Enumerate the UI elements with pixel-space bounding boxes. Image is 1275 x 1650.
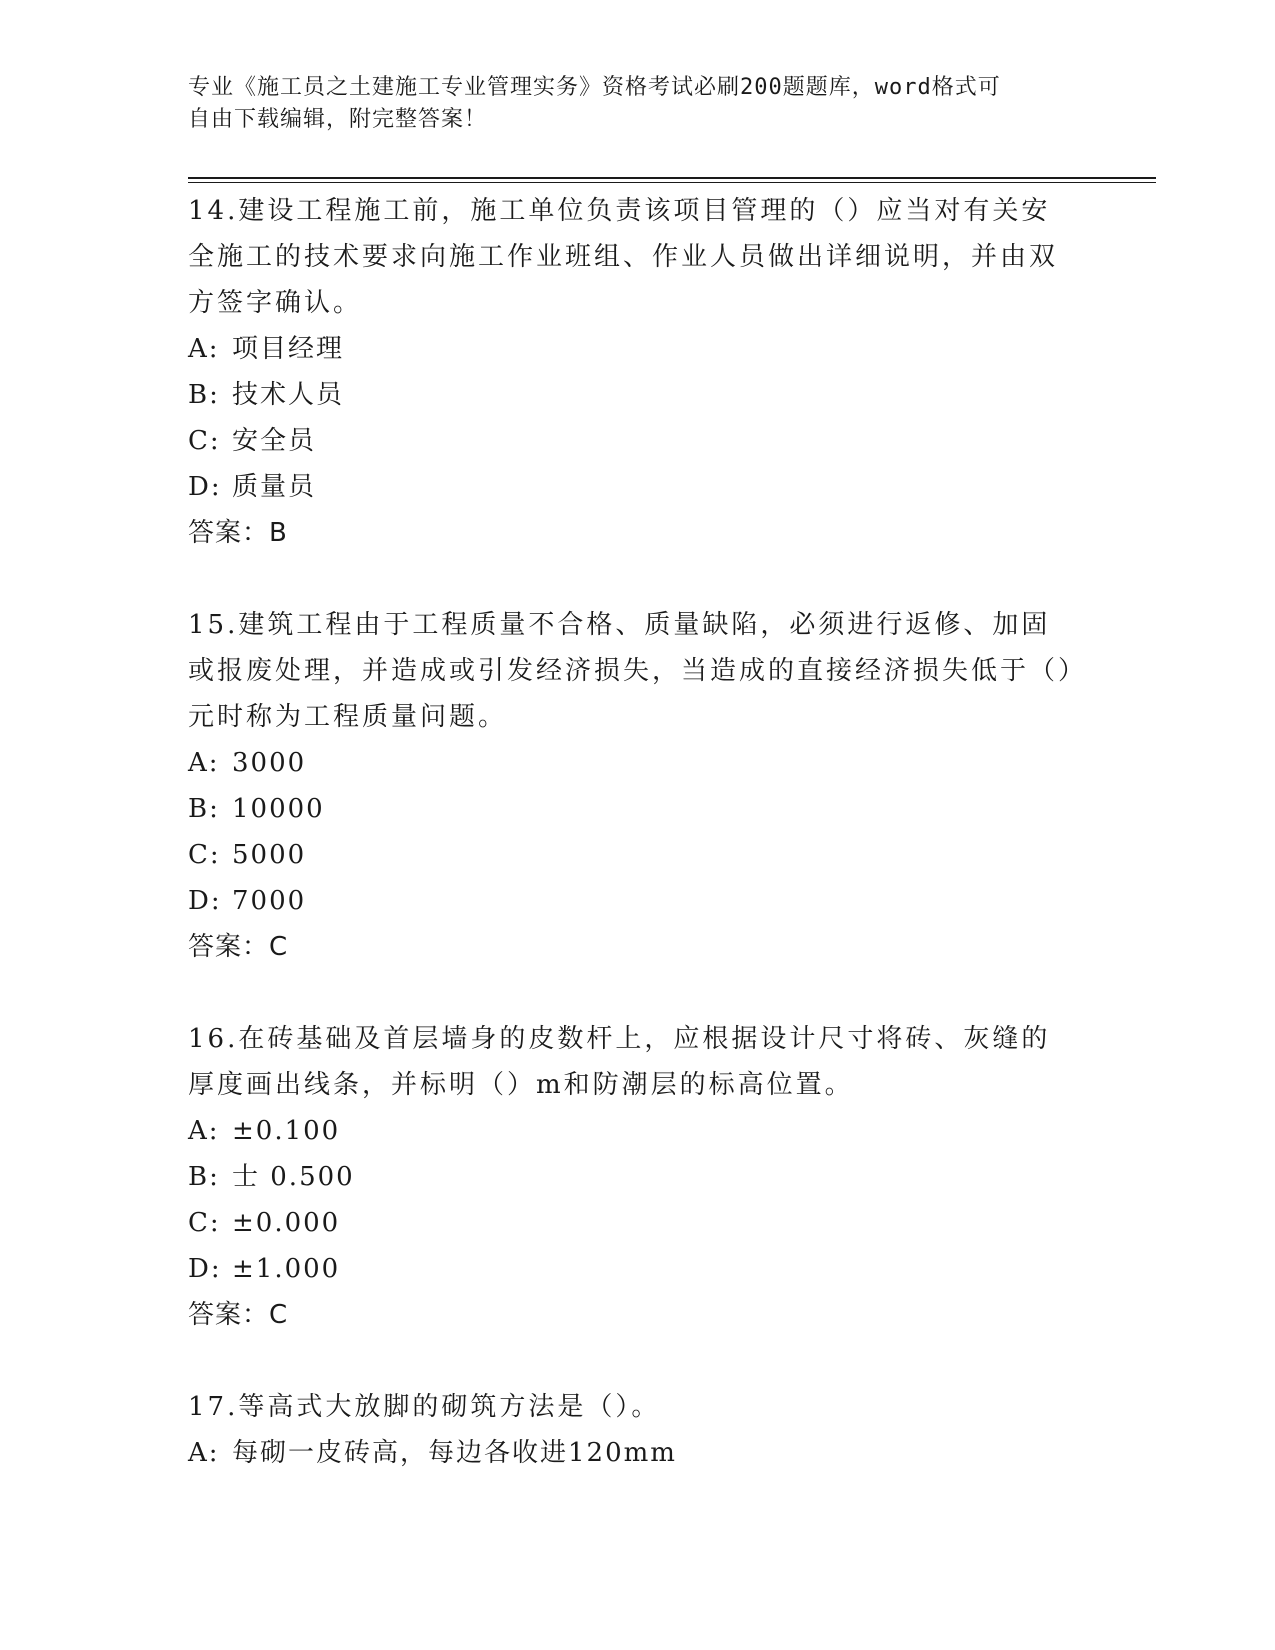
option-c xyxy=(188,832,1088,878)
option-text: 每砌一皮砖高，每边各收进120mm xyxy=(232,1438,677,1468)
option-label: B: xyxy=(188,1162,220,1192)
option-d xyxy=(188,878,1088,924)
option-label: D: xyxy=(188,472,222,502)
option-label: C: xyxy=(188,840,221,870)
answer: 答案：C xyxy=(188,1300,289,1330)
option-text: 7000 xyxy=(232,886,307,916)
question-stem: 16.在砖基础及首层墙身的皮数杆上，应根据设计尺寸将砖、灰缝的厚度画出线条，并标明（）m和防潮层的标高位置。 xyxy=(188,1024,1051,1100)
option-text: ±0.100 xyxy=(232,1116,341,1146)
option-b xyxy=(188,372,1088,418)
option-label: A: xyxy=(188,1438,220,1468)
question-14 xyxy=(188,188,1088,556)
option-c xyxy=(188,1200,1088,1246)
option-text: 质量员 xyxy=(232,472,317,502)
option-label: A: xyxy=(188,748,220,778)
option-b xyxy=(188,1154,1088,1200)
option-text: ±1.000 xyxy=(232,1254,341,1284)
question-stem: 15.建筑工程由于工程质量不合格、质量缺陷，必须进行返修、加固或报废处理，并造成或引发经济损失，当造成的直接经济损失低于（）元时称为工程质量问题。 xyxy=(188,610,1075,732)
option-d xyxy=(188,464,1088,510)
question-16 xyxy=(188,1016,1088,1338)
option-label: B: xyxy=(188,794,220,824)
option-label: A: xyxy=(188,1116,220,1146)
option-a xyxy=(188,1430,1088,1476)
header-rule-thin xyxy=(188,182,1156,183)
option-label: B: xyxy=(188,380,220,410)
option-label: C: xyxy=(188,426,221,456)
option-text: 3000 xyxy=(232,748,307,778)
question-stem: 17.等高式大放脚的砌筑方法是（）。 xyxy=(188,1392,661,1422)
option-text: 士 0.500 xyxy=(232,1162,355,1192)
document-header xyxy=(188,72,1088,136)
option-d xyxy=(188,1246,1088,1292)
option-text: ±0.000 xyxy=(232,1208,341,1238)
option-text: 技术人员 xyxy=(232,380,345,410)
option-label: A: xyxy=(188,334,220,364)
option-a xyxy=(188,1108,1088,1154)
header-rule-thick xyxy=(188,177,1156,179)
option-a xyxy=(188,326,1088,372)
answer: 答案：C xyxy=(188,932,289,962)
header-line-1: 专业《施工员之土建施工专业管理实务》资格考试必刷200题题库，word格式可 xyxy=(188,75,1001,100)
option-text: 5000 xyxy=(232,840,307,870)
header-line-2: 自由下载编辑，附完整答案！ xyxy=(188,107,488,132)
question-15 xyxy=(188,602,1088,970)
option-text: 安全员 xyxy=(232,426,317,456)
option-b xyxy=(188,786,1088,832)
question-17 xyxy=(188,1384,1088,1476)
option-label: C: xyxy=(188,1208,221,1238)
option-label: D: xyxy=(188,886,222,916)
question-list xyxy=(188,188,1088,1476)
option-c xyxy=(188,418,1088,464)
option-a xyxy=(188,740,1088,786)
answer: 答案：B xyxy=(188,518,288,548)
question-stem: 14.建设工程施工前，施工单位负责该项目管理的（）应当对有关安全施工的技术要求向施工作业班组、作业人员做出详细说明，并由双方签字确认。 xyxy=(188,196,1059,318)
option-text: 项目经理 xyxy=(232,334,345,364)
option-label: D: xyxy=(188,1254,222,1284)
option-text: 10000 xyxy=(232,794,325,824)
